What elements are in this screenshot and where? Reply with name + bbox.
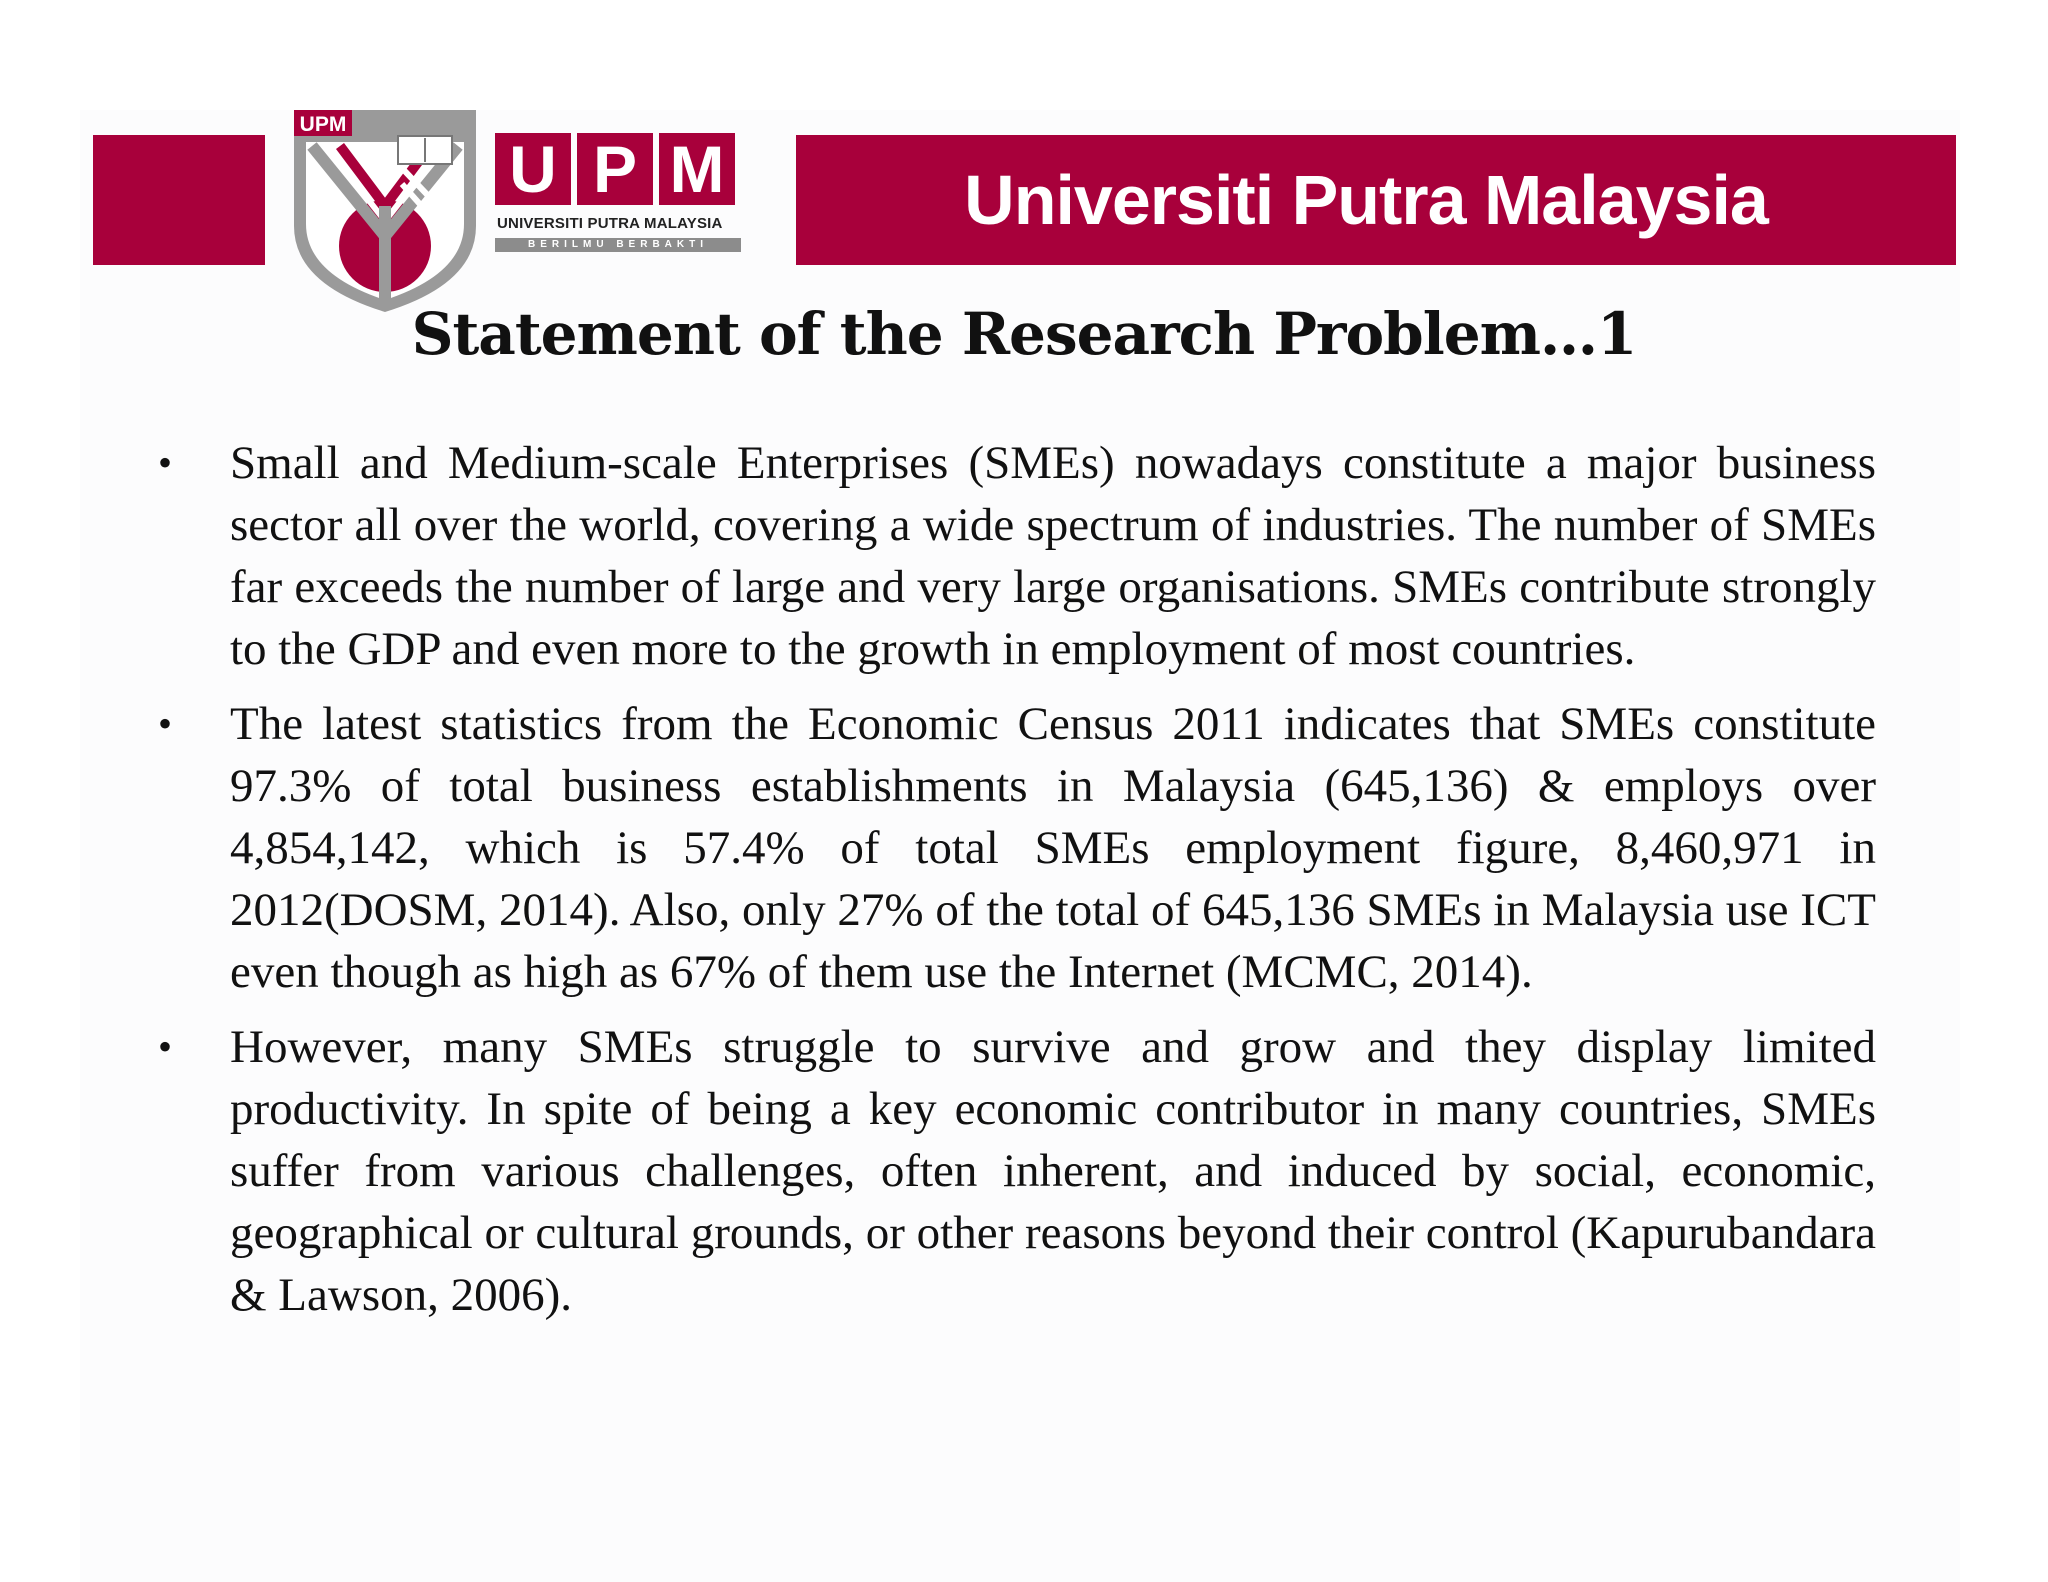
bullet-text: Small and Medium-scale Enterprises (SMEs) nowadays constitute a major business sector all over the world, covering a wide spectrum of industries. The number of SMEs far exceeds the number of large and very large organisations. SMEs contribute strongly to the GDP and even more to the growth in employment of most countries. [230, 437, 1876, 675]
bullet-item [150, 1016, 1876, 1326]
header-band-left [93, 135, 265, 265]
logo-letter-p: P [577, 133, 653, 205]
bullet-text: However, many SMEs struggle to survive and grow and they display limited productivity. In spite of being a key economic contributor in many countries, SMEs suffer from various challenges, often inherent, and induced by social, economic, geographical or cultural grounds, or other reasons beyond their control (Kapurubandara & Lawson, 2006). [230, 1021, 1876, 1321]
upm-letters [495, 133, 745, 205]
upm-crest-logo [290, 106, 480, 316]
bullet-marker: • [158, 1024, 173, 1069]
bullet-text: The latest statistics from the Economic Census 2011 indicates that SMEs constitute 97.3% of total business establishments in Malaysia (645,136) & employs over 4,854,142, which is 57.4% of total SMEs employment figure, 8,460,971 in 2012(DOSM, 2014). Also, only 27% of the total of 645,136 SMEs in Malaysia use ICT even though as high as 67% of them use the Internet (MCMC, 2014). [230, 698, 1876, 998]
header-banner [796, 135, 1956, 265]
slide-title: Statement of the Research Problem…1 [411, 300, 1637, 368]
bullet-item [150, 693, 1876, 1003]
logo-university-name: UNIVERSITI PUTRA MALAYSIA [497, 215, 723, 232]
upm-wordmark [495, 133, 745, 268]
logo-motto: BERILMU BERBAKTI [495, 238, 741, 252]
logo-letter-u: U [495, 133, 571, 205]
banner-title: Universiti Putra Malaysia [964, 161, 1768, 239]
bullet-marker: • [158, 440, 173, 485]
logo-letter-m: M [659, 133, 735, 205]
bullet-list [150, 432, 1876, 1339]
crest-label: UPM [299, 113, 347, 136]
bullet-item [150, 432, 1876, 680]
bullet-marker: • [158, 701, 173, 746]
